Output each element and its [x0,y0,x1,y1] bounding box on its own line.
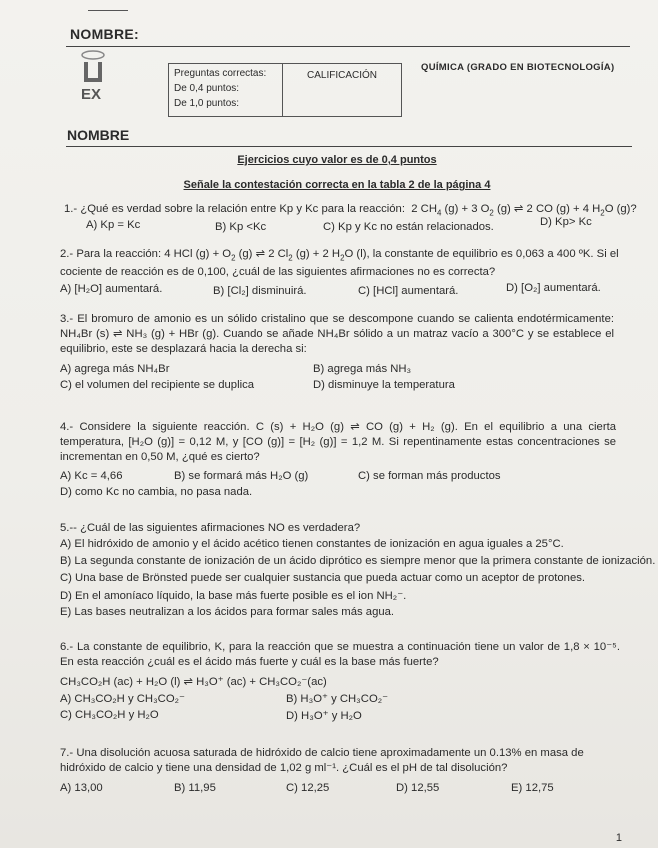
q6-option-b[interactable]: B) H₃O⁺ y CH₃CO₂⁻ [286,693,389,705]
points-10-label: De 1,0 puntos: [174,98,240,109]
q7-option-d[interactable]: D) 12,55 [396,782,440,794]
q3-option-c[interactable]: C) el volumen del recipiente se duplica [60,379,255,391]
uex-logo-icon [78,50,108,102]
svg-text:EX: EX [81,86,102,102]
q7-option-e[interactable]: E) 12,75 [511,782,554,794]
q3-stem: 3.- El bromuro de amonio es un sólido cristalino que se descompone cuando se calienta endotérmicamente: NH₄Br (s) ⇌ NH₃ (g) + HBr (g). Cuando se añade NH₄Br sólido a un matraz vacío a 300°C y se establece el equilibrio, este se desplazará hacia la derecha si: [60,313,614,355]
name-line [66,46,630,47]
page-number: 1 [615,832,622,844]
q5-option-e[interactable]: E) Las bases neutralizan a los ácidos para formar sales más agua. [60,606,395,618]
q6-reaction: CH₃CO₂H (ac) + H₂O (l) ⇌ H₃O⁺ (ac) + CH₃CO₂⁻(ac) [60,676,327,688]
nombre-label: NOMBRE: [70,26,139,42]
q7-option-c[interactable]: C) 12,25 [286,782,330,794]
section-title: Ejercicios cuyo valor es de 0,4 puntos [237,154,437,166]
nombre-line [66,146,632,147]
q2-option-a[interactable]: A) [H₂O] aumentará. [60,283,163,295]
q1-option-a[interactable]: A) Kp = Kc [86,219,141,231]
q4-option-c[interactable]: C) se forman más productos [358,470,501,482]
q2-option-d[interactable]: D) [O₂] aumentará. [506,282,601,294]
q7-option-a[interactable]: A) 13,00 [60,782,103,794]
points-04-label: De 0,4 puntos: [174,83,240,94]
q4-option-d[interactable]: D) como Kc no cambia, no pasa nada. [60,486,253,498]
q2-stem: 2.- Para la reacción: 4 HCl $(g) + O_2$ (g) ⇌ 2 $Cl_2$ (g) + 2 $H_2O$ (l), la constante de equilibrio es 0,063 a 400 ºK. Si el cociente de reacción es de 0,100, ¿cuál de las siguientes afirmaciones no es correcta? [60,248,619,279]
q3-option-d[interactable]: D) disminuye la temperatura [313,379,455,391]
q4-stem: 4.- Considere la siguiente reacción. C (s) + H₂O (g) ⇌ CO (g) + H₂ (g). En el equilibrio a una cierta temperatura, [H₂O (g)] = 0,12 M, y [CO (g)] = [H₂ (g)] = 1,2 M. Si repentinamente estas concentraciones se incrementan en 0,50 M, ¿qué es cierto? [60,421,616,463]
q7-stem: 7.- Una disolución acuosa saturada de hidróxido de calcio tiene aproximadamente un 0.13% en masa de hidróxido de calcio y tiene una densidad de 1,02 g ml⁻¹. ¿Cuál es el pH de tal disolución? [60,747,584,774]
section-instruction: Señale la contestación correcta en la tabla 2 de la página 4 [183,179,491,191]
q1-option-b[interactable]: B) Kp <Kc [215,221,267,233]
q6-option-c[interactable]: C) CH₃CO₂H y H₂O [60,709,159,721]
top-dash [88,10,128,11]
q1-option-d[interactable]: D) Kp> Kc [540,216,592,228]
q2-option-c[interactable]: C) [HCl] aumentará. [358,285,459,297]
subject-title: QUÍMICA (GRADO EN BIOTECNOLOGÍA) [421,62,615,73]
correct-answers-label: Preguntas correctas: [174,68,267,79]
calificacion-cell: CALIFICACIÓN [283,64,402,117]
q6-option-d[interactable]: D) H₃O⁺ y H₂O [286,710,362,722]
q5-stem: 5.-- ¿Cuál de las siguientes afirmaciones NO es verdadera? [60,522,361,534]
q3-option-a[interactable]: A) agrega más NH₄Br [60,363,170,375]
q7-option-b[interactable]: B) 11,95 [174,782,216,794]
q3-option-b[interactable]: B) agrega más NH₃ [313,363,412,375]
q6-stem: 6.- La constante de equilibrio, K, para la reacción que se muestra a continuación tiene un valor de 1,8 × 10⁻⁵. En esta reacción ¿cuál es el ácido más fuerte y cuál es la base más fuerte? [60,641,620,668]
q5-option-b[interactable]: B) La segunda constante de ionización de un ácido diprótico es siempre menor que la primera constante de ionización. [60,555,656,567]
q5-option-c[interactable]: C) Una base de Brönsted puede ser cualquier sustancia que pueda actuar como un aceptor de protones. [60,572,586,584]
q2-option-b[interactable]: B) [Cl₂] disminuirá. [213,285,307,297]
q6-option-a[interactable]: A) CH₃CO₂H y CH₃CO₂⁻ [60,693,185,705]
q1-stem: 1.- ¿Qué es verdad sobre la relación entre Kp y Kc para la reacción: 2 $CH_4$ (g) + 3 $O_2$ (g) ⇌ 2 CO (g) + 4 $H_2O$ (g)? [64,203,637,218]
q4-option-b[interactable]: B) se formará más H₂O (g) [174,470,309,482]
score-table [168,63,402,117]
nombre-heading: NOMBRE [67,127,130,143]
q5-option-a[interactable]: A) El hidróxido de amonio y el ácido acético tienen constantes de ionización en agua iguales a 25°C. [60,538,564,550]
q4-option-a[interactable]: A) Kc = 4,66 [60,470,123,482]
q5-option-d[interactable]: D) En el amoníaco líquido, la base más fuerte posible es el ion NH₂⁻. [60,590,407,602]
q1-option-c[interactable]: C) Kp y Kc no están relacionados. [323,221,494,233]
